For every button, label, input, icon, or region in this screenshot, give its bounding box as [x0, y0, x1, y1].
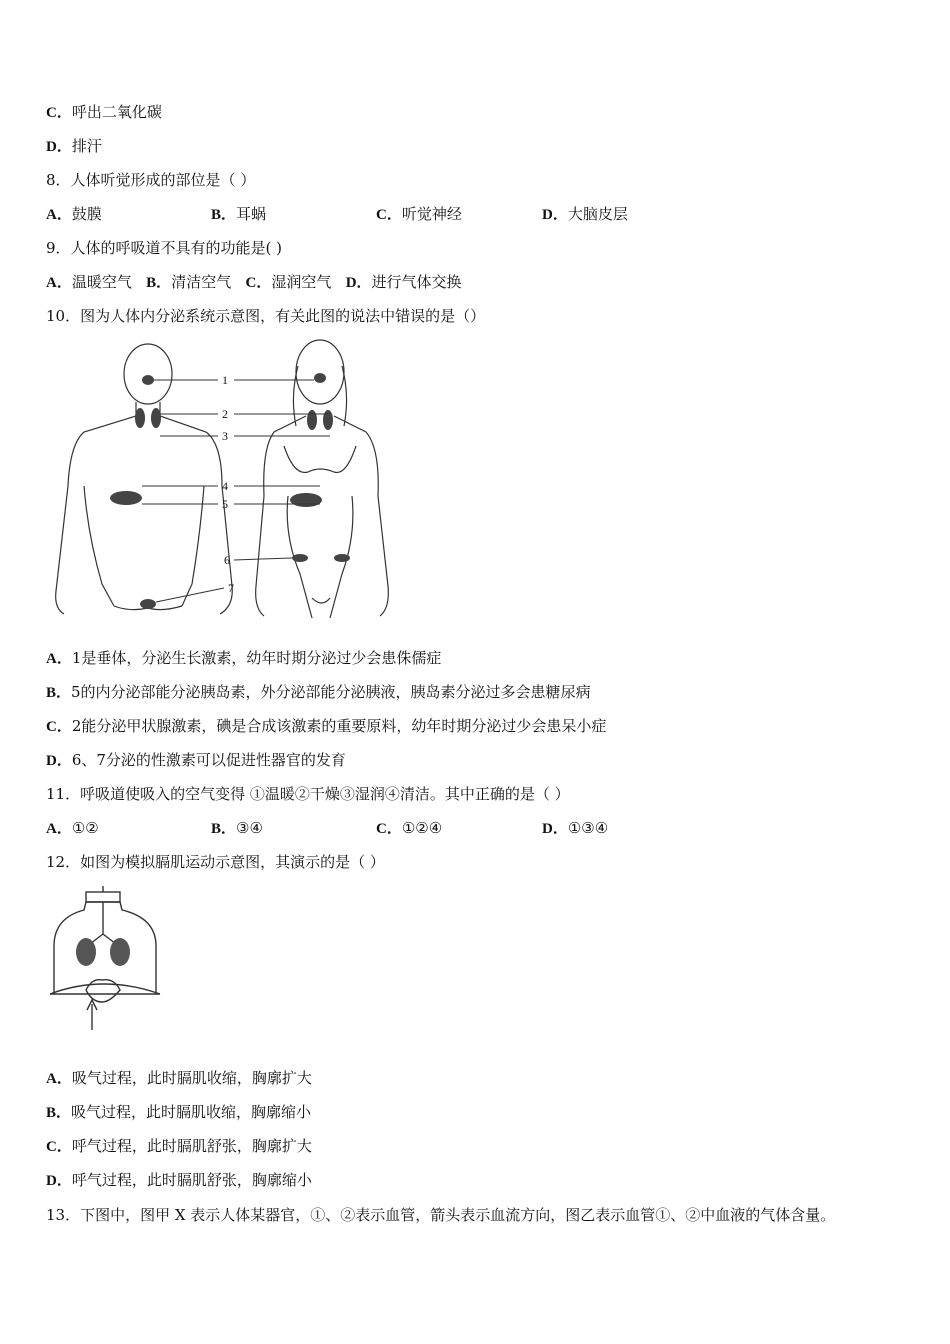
option-b: B．5的内分泌部能分泌胰岛素，外分泌部能分泌胰液，胰岛素分泌过多会患糖尿病	[46, 683, 591, 701]
question-10-stem: 10．图为人体内分泌系统示意图，有关此图的说法中错误的是（）	[46, 307, 486, 325]
option-b: B．耳蜗	[211, 205, 267, 223]
option-d: D．6、7分泌的性激素可以促进性器官的发育	[46, 751, 346, 769]
option-d: D．呼气过程，此时膈肌舒张，胸廓缩小	[46, 1171, 312, 1189]
option-c: C．2能分泌甲状腺激素，碘是合成该激素的重要原料，幼年时期分泌过少会患呆小症	[46, 717, 607, 735]
option-d: D．①③④	[542, 819, 609, 837]
diaphragm-model-diagram	[46, 886, 166, 1031]
diagram-label-3: 3	[222, 429, 228, 443]
question-12-stem: 12．如图为模拟膈肌运动示意图，其演示的是（ ）	[46, 853, 385, 871]
diagram-label-1: 1	[222, 373, 228, 387]
option-a: A．1是垂体，分泌生长激素，幼年时期分泌过少会患侏儒症	[46, 649, 442, 667]
diagram-label-5: 5	[222, 497, 228, 511]
diagram-label-6: 6	[224, 553, 230, 567]
question-8-stem: 8．人体听觉形成的部位是（ ）	[46, 171, 256, 189]
option-d: D．大脑皮层	[542, 205, 628, 223]
question-13-stem: 13．下图中，图甲 X 表示人体某器官，①、②表示血管，箭头表示血流方向，图乙表示血管①、②中血液的气体含量。	[46, 1206, 836, 1224]
option-c: C．呼气过程，此时膈肌舒张，胸廓扩大	[46, 1137, 312, 1155]
option-c: C．听觉神经	[376, 205, 462, 223]
diagram-label-7: 7	[228, 581, 234, 595]
option-a: A．鼓膜	[46, 205, 102, 223]
option-b: B．③④	[211, 819, 263, 837]
option-b: B．吸气过程，此时膈肌收缩，胸廓缩小	[46, 1103, 312, 1121]
endocrine-system-diagram	[44, 336, 404, 626]
option-a: A．①②	[46, 819, 99, 837]
option-c: C．①②④	[376, 819, 443, 837]
question-9-stem: 9．人体的呼吸道不具有的功能是( )	[46, 239, 283, 257]
question-9-options: A．温暖空气 B．清洁空气 C．湿润空气 D．进行气体交换	[46, 273, 462, 291]
question-11-stem: 11．呼吸道使吸入的空气变得 ①温暖②干燥③湿润④清洁。其中正确的是（ ）	[46, 785, 570, 803]
diagram-label-4: 4	[222, 479, 228, 493]
option-a: A．吸气过程，此时膈肌收缩，胸廓扩大	[46, 1069, 312, 1087]
option-d: D．排汗	[46, 137, 102, 155]
option-c: C．呼出二氧化碳	[46, 103, 162, 121]
diagram-label-2: 2	[222, 407, 228, 421]
